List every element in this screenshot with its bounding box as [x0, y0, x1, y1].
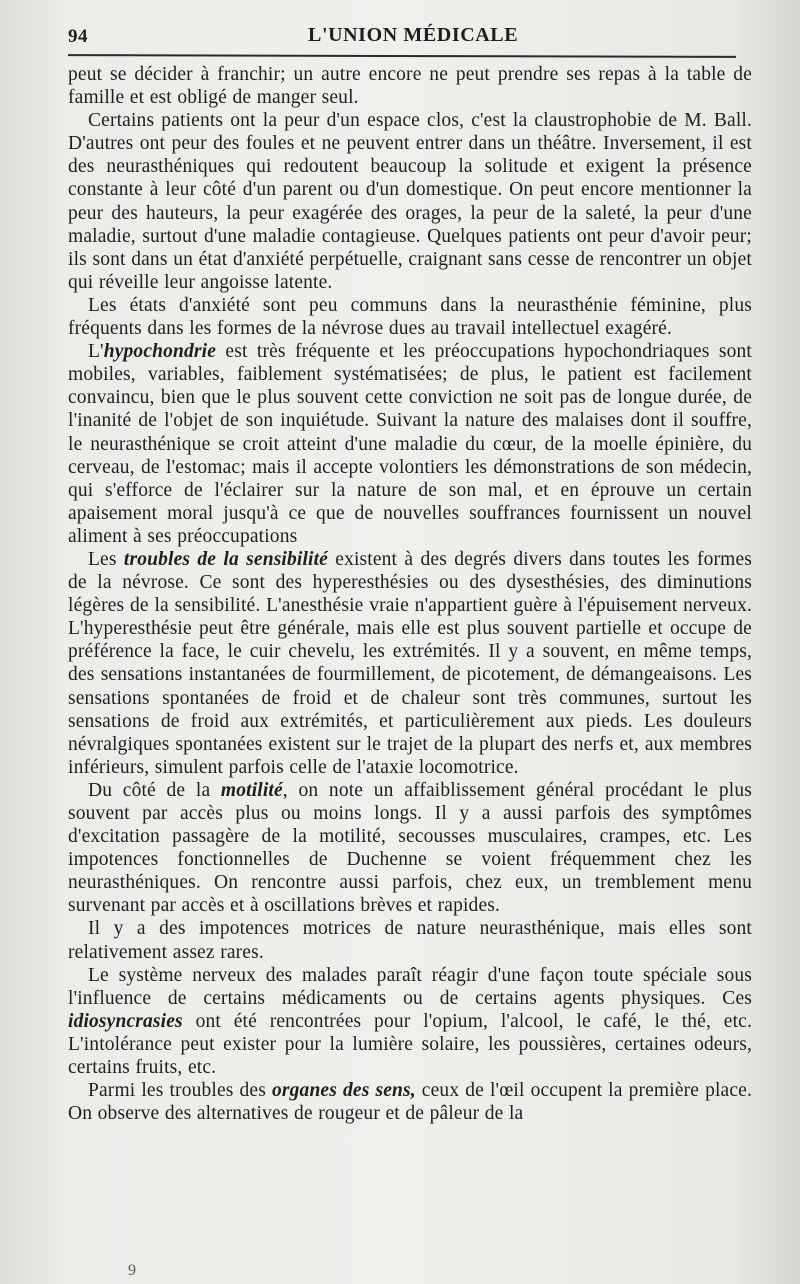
- emphasized-term: hypochondrie: [103, 341, 217, 363]
- paragraph: [68, 548, 752, 779]
- emphasized-term: organes des sens,: [272, 1080, 416, 1102]
- text-run: ont été rencontrées pour l'opium, l'alcool, le café, le thé, etc. L'intolérance peut exister pour la lumière solaire, les poussières, certaines odeurs, certains fruits, etc.: [68, 1010, 752, 1079]
- running-title: L'UNION MÉDICALE: [308, 24, 519, 46]
- text-run: existent à des degrés divers dans toutes les formes de la névrose. Ce sont des hyperesthésies ou des dysesthésies, des diminutions légères de la sensibilité. L'anesthésie vraie n'appartient guère à l'épuisement nerveux. L'hyperesthésie peut être générale, mais elle est plus souvent partielle et occupe de préférence la face, le cuir chevelu, les extrémités. Il y a souvent, en même temps, des sensations instantanées de fourmillement, de picotement, de démangeaisons. Les sensations spontanées de froid et de chaleur sont très communes, surtout les sensations de froid aux extrémités, et particulièrement aux pieds. Les douleurs névralgiques spontanées existent sur le trajet de la plupart des nerfs et, aux membres inférieurs, simulent parfois celle de l'ataxie locomotrice.: [68, 548, 753, 778]
- text-run: est très fréquente et les préoccupations hypochondriaques sont mobiles, variables, faiblement systématisées; de plus, le patient est facilement convaincu, bien que le plus souvent cette conviction ne soit pas de longue durée, de l'inanité de l'objet de son inquiétude. Suivant la nature des malaises dont il souffre, le neurasthénique se croit atteint d'une maladie du cœur, de la moelle épinière, du cerveau, de l'estomac; mais il accepte volontiers les démonstrations de son médecin, qui s'efforce de l'éclairer sur la nature de son mal, et en éprouve un certain apaisement moral jusqu'à ce que de nouvelles souffrances fournissent un nouvel aliment à ses préoccupations: [68, 341, 752, 547]
- article-body: [68, 63, 752, 1125]
- text-run: Du côté de la: [88, 779, 221, 801]
- paragraph: [68, 917, 752, 963]
- text-run: , on note un affaiblissement général procédant le plus souvent par accès plus ou moins longs. Il y a aussi parfois des symptômes d'excitation passagère de la motilité, secousses musculaires, crampes, etc. Les impotences fonctionnelles de Duchenne se voient fréquemment chez les neurasthéniques. On rencontre aussi parfois, chez eux, un tremblement menu survenant par accès et à oscillations brèves et rapides.: [68, 779, 752, 917]
- text-run: L': [88, 341, 104, 363]
- text-run: Il y a des impotences motrices de nature neurasthénique, mais elles sont relativement assez rares.: [68, 918, 752, 963]
- page-number: 94: [68, 26, 88, 47]
- emphasized-term: motilité: [220, 779, 283, 801]
- text-run: Les: [88, 548, 124, 570]
- text-run: Les états d'anxiété sont peu communs dans la neurasthénie féminine, plus fréquents dans les formes de la névrose dues au travail intellectuel exagéré.: [68, 294, 752, 340]
- paragraph: [68, 63, 752, 109]
- emphasized-term: idiosyncrasies: [68, 1010, 183, 1032]
- paragraph: [68, 340, 752, 548]
- text-run: Le système nerveux des malades paraît réagir d'une façon toute spéciale sous l'influence de certains médicaments ou de certains agents physiques. Ces: [68, 964, 752, 1009]
- text-run: ceux de l'œil occupent la première place. On observe des alternatives de rougeur et de pâleur de la: [68, 1080, 752, 1125]
- emphasized-term: troubles de la sensibilité: [123, 548, 328, 570]
- page-header: [68, 24, 736, 54]
- paragraph: [68, 1079, 752, 1125]
- text-run: Certains patients ont la peur d'un espace clos, c'est la claustrophobie de M. Ball. D'autres ont peur des foules et ne peuvent entrer dans un théâtre. Inversement, il est des neurasthéniques qui redoutent beaucoup la solitude et exigent la présence constante à leur côté d'un parent ou d'un domestique. On peut encore mentionner la peur des hauteurs, la peur exagérée des orages, la peur de la saleté, la peur d'une maladie, surtout d'une maladie contagieuse. Quelques patients ont peur d'avoir peur; ils sont dans un état d'anxiété perpétuelle, craignant sans cesse de rencontrer un objet qui réveille leur angoisse latente.: [68, 110, 752, 293]
- header-rule: [68, 54, 736, 58]
- text-run: Parmi les troubles des: [88, 1080, 272, 1102]
- paragraph: [68, 964, 752, 1079]
- paragraph: [68, 294, 752, 340]
- text-run: peut se décider à franchir; un autre encore ne peut prendre ses repas à la table de famille et est obligé de manger seul.: [68, 64, 752, 109]
- signature-mark: 9: [128, 1262, 136, 1279]
- paragraph: [68, 779, 752, 918]
- paragraph: [68, 109, 752, 294]
